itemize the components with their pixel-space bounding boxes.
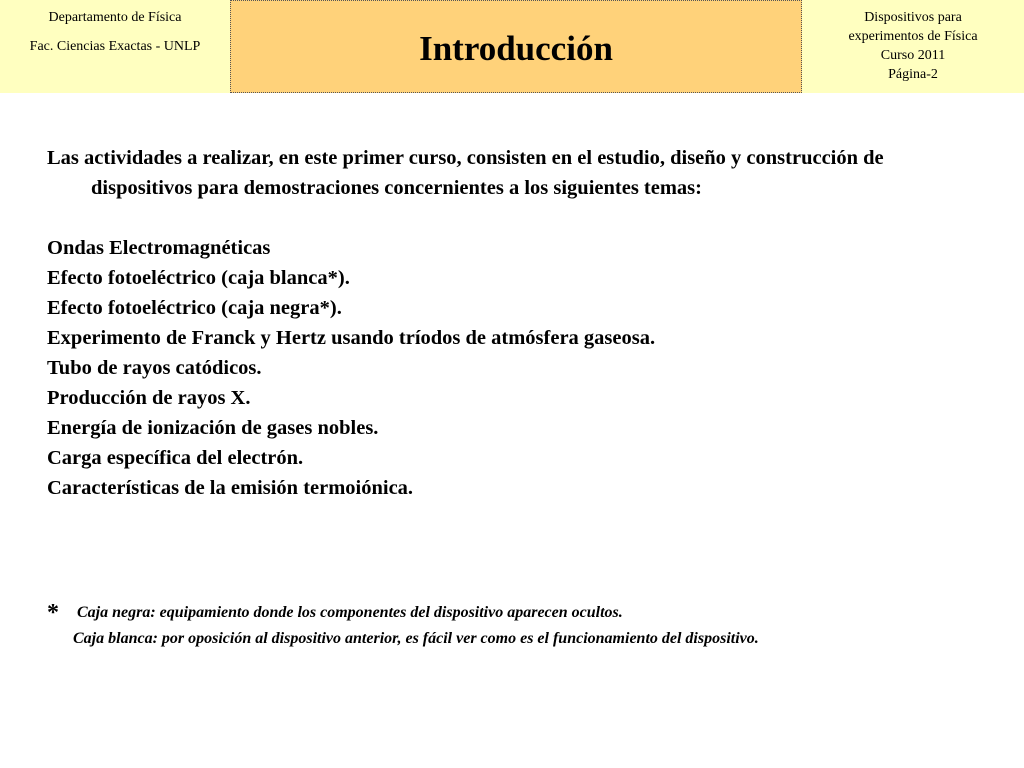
slide-body [47, 143, 977, 503]
footnotes [47, 600, 1007, 652]
header-course-box [802, 0, 1024, 93]
header-department-box [0, 0, 230, 93]
page-number: Página-2 [888, 67, 938, 82]
intro-paragraph: Las actividades a realizar, en este primer curso, consisten en el estudio, diseño y construcción de dispositivos para demostraciones concernientes a los siguientes temas: [47, 147, 884, 199]
topic-item: Efecto fotoeléctrico (caja negra*). [47, 297, 342, 319]
topic-item: Experimento de Franck y Hertz usando tríodos de atmósfera gaseosa. [47, 327, 656, 349]
footnote-marker: * [47, 600, 59, 626]
topic-item: Efecto fotoeléctrico (caja blanca*). [47, 267, 350, 289]
topic-item: Tubo de rayos catódicos. [47, 357, 262, 379]
footnote-white-box: Caja blanca: por oposición al dispositivo anterior, es fácil ver como es el funcionamiento del dispositivo. [73, 630, 759, 647]
header-title-box [230, 0, 802, 93]
faculty-label: Fac. Ciencias Exactas - UNLP [29, 39, 201, 54]
slide-title: Introducción [419, 29, 613, 68]
footnote-black-box-text: Caja negra: equipamiento donde los componentes del dispositivo aparecen ocultos. [77, 604, 623, 621]
topic-list [47, 233, 977, 503]
course-year: Curso 2011 [880, 48, 946, 63]
topic-item: Energía de ionización de gases nobles. [47, 417, 379, 439]
topic-item: Producción de rayos X. [47, 387, 251, 409]
topic-item: Carga específica del electrón. [47, 447, 304, 469]
department-label: Departamento de Física [48, 10, 182, 25]
topic-item: Ondas Electromagnéticas [47, 237, 271, 259]
footnote-black-box [47, 600, 1007, 626]
course-line-1: Dispositivos para [864, 10, 962, 25]
topic-item: Características de la emisión termoiónica. [47, 477, 414, 499]
course-line-2: experimentos de Física [848, 29, 978, 44]
